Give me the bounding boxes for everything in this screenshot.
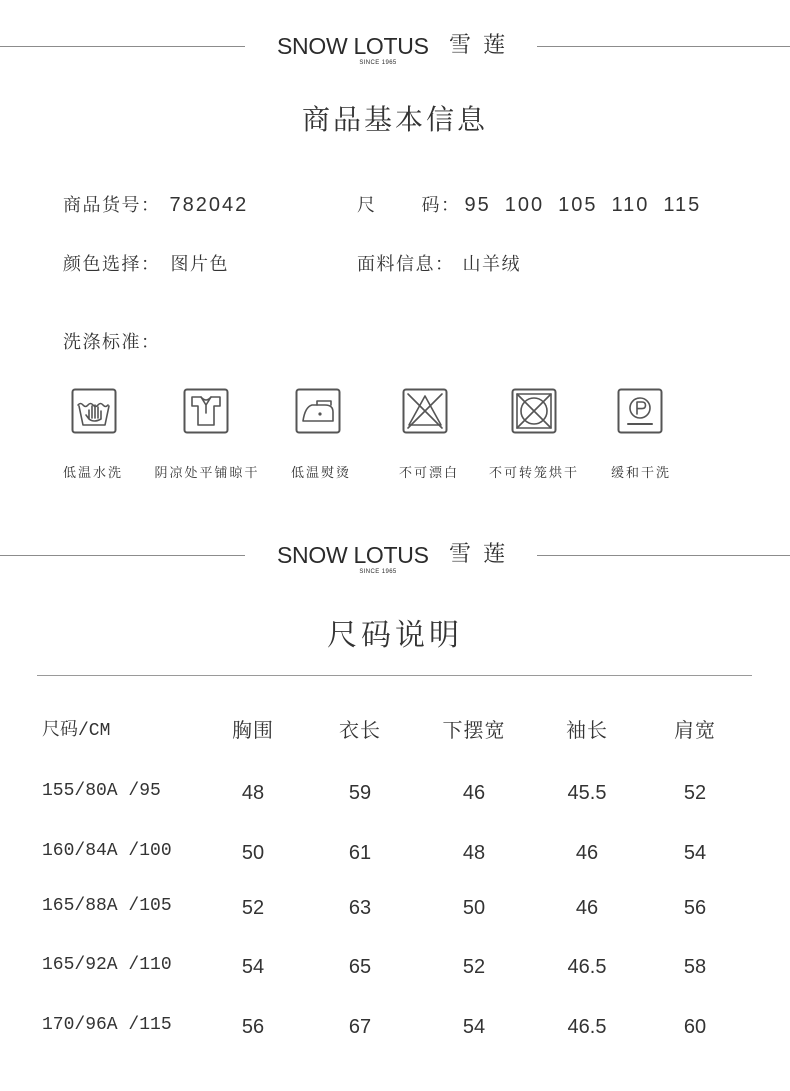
- brand-logo-text: SNOW LOTUS: [277, 542, 429, 568]
- color-value: 图片色: [170, 254, 229, 274]
- divider-line-right: [537, 555, 790, 556]
- table-header-row: [0, 719, 790, 743]
- color-row: [63, 252, 229, 276]
- table-row: [0, 894, 790, 918]
- do-not-bleach-icon: [402, 388, 448, 434]
- cell-chest: 54: [241, 956, 265, 978]
- size-chart-title: 尺码说明: [327, 619, 463, 652]
- size-row: [357, 193, 715, 217]
- fabric-value: 山羊绒: [462, 254, 521, 274]
- size-value: 95: [464, 194, 491, 216]
- brand-chinese-name: 雪 莲: [449, 32, 509, 57]
- hand-wash-low-temp-icon: [71, 388, 117, 434]
- cell-size: 155/80A /95: [42, 781, 161, 801]
- item-number-row: [63, 193, 248, 217]
- cell-sleeve-length: 45.5: [567, 782, 607, 804]
- cell-hem-width: 48: [462, 842, 486, 864]
- header-length: 衣长: [339, 720, 381, 742]
- divider-line-left: [0, 46, 245, 47]
- cell-sleeve-length: 46: [575, 897, 599, 919]
- cell-length: 59: [348, 782, 372, 804]
- header-chest: 胸围: [232, 720, 274, 742]
- cell-size: 165/88A /105: [42, 896, 172, 916]
- cell-length: 61: [348, 842, 372, 864]
- care-label-dry-clean: 缓和干洗: [610, 465, 671, 480]
- brand-since-text: SINCE 1965: [359, 60, 397, 66]
- size-value: 110: [611, 194, 650, 216]
- care-row: [63, 330, 161, 354]
- size-value: 115: [663, 194, 702, 216]
- header-size: 尺码/CM: [42, 721, 111, 741]
- size-label-second: 码：: [421, 195, 461, 215]
- header-sleeve-length: 袖长: [566, 720, 608, 742]
- cell-hem-width: 54: [462, 1016, 486, 1038]
- cell-sleeve-length: 46: [575, 842, 599, 864]
- cell-shoulder-width: 56: [683, 897, 707, 919]
- cell-size: 165/92A /110: [42, 955, 172, 975]
- divider-line-left: [0, 555, 245, 556]
- cell-size: 160/84A /100: [42, 841, 172, 861]
- basic-info-title: 商品基本信息: [301, 104, 488, 135]
- item-number-label: 商品货号：: [63, 195, 161, 215]
- cell-length: 63: [348, 897, 372, 919]
- table-row: [0, 1013, 790, 1037]
- size-label-first: 尺: [357, 195, 377, 215]
- header-shoulder-width: 肩宽: [674, 720, 716, 742]
- iron-low-temp-icon: [295, 388, 341, 434]
- fabric-row: [357, 252, 521, 276]
- size-value: 105: [558, 194, 598, 216]
- table-row: [0, 839, 790, 863]
- divider-line-right: [537, 46, 790, 47]
- brand-divider-middle: [0, 539, 790, 579]
- cell-hem-width: 46: [462, 782, 486, 804]
- dry-flat-in-shade-icon: [183, 388, 229, 434]
- brand-divider-top: [0, 30, 790, 70]
- color-label: 颜色选择：: [63, 254, 161, 274]
- cell-sleeve-length: 46.5: [567, 956, 607, 978]
- cell-length: 67: [348, 1016, 372, 1038]
- fabric-label: 面料信息：: [357, 254, 455, 274]
- brand-logo-text: SNOW LOTUS: [277, 33, 429, 59]
- cell-size: 170/96A /115: [42, 1015, 172, 1035]
- brand-since-text: SINCE 1965: [359, 569, 397, 575]
- cell-shoulder-width: 58: [683, 956, 707, 978]
- cell-hem-width: 52: [462, 956, 486, 978]
- cell-hem-width: 50: [462, 897, 486, 919]
- size-chart-divider: [37, 675, 752, 676]
- care-label-no-bleach: 不可漂白: [398, 465, 459, 480]
- cell-length: 65: [348, 956, 372, 978]
- care-label-iron: 低温熨烫: [290, 465, 351, 480]
- cell-chest: 56: [241, 1016, 265, 1038]
- cell-chest: 50: [241, 842, 265, 864]
- size-value: 100: [504, 194, 545, 216]
- cell-sleeve-length: 46.5: [567, 1016, 607, 1038]
- table-row: [0, 779, 790, 803]
- brand-chinese-name: 雪 莲: [449, 541, 509, 566]
- header-hem-width: 下摆宽: [442, 720, 506, 742]
- cell-shoulder-width: 52: [683, 782, 707, 804]
- care-label-dry-flat: 阴凉处平铺晾干: [154, 465, 260, 480]
- do-not-tumble-dry-icon: [511, 388, 557, 434]
- cell-shoulder-width: 60: [683, 1016, 707, 1038]
- care-label-no-tumble-dry: 不可转笼烘干: [488, 465, 579, 480]
- cell-chest: 48: [241, 782, 265, 804]
- care-title: 洗涤标准：: [63, 332, 161, 352]
- cell-shoulder-width: 54: [683, 842, 707, 864]
- cell-chest: 52: [241, 897, 265, 919]
- gentle-dry-clean-icon: [617, 388, 663, 434]
- size-values: [465, 193, 716, 217]
- care-label-hand-wash: 低温水洗: [62, 465, 123, 480]
- table-row: [0, 953, 790, 977]
- item-number-value: 782042: [169, 194, 249, 216]
